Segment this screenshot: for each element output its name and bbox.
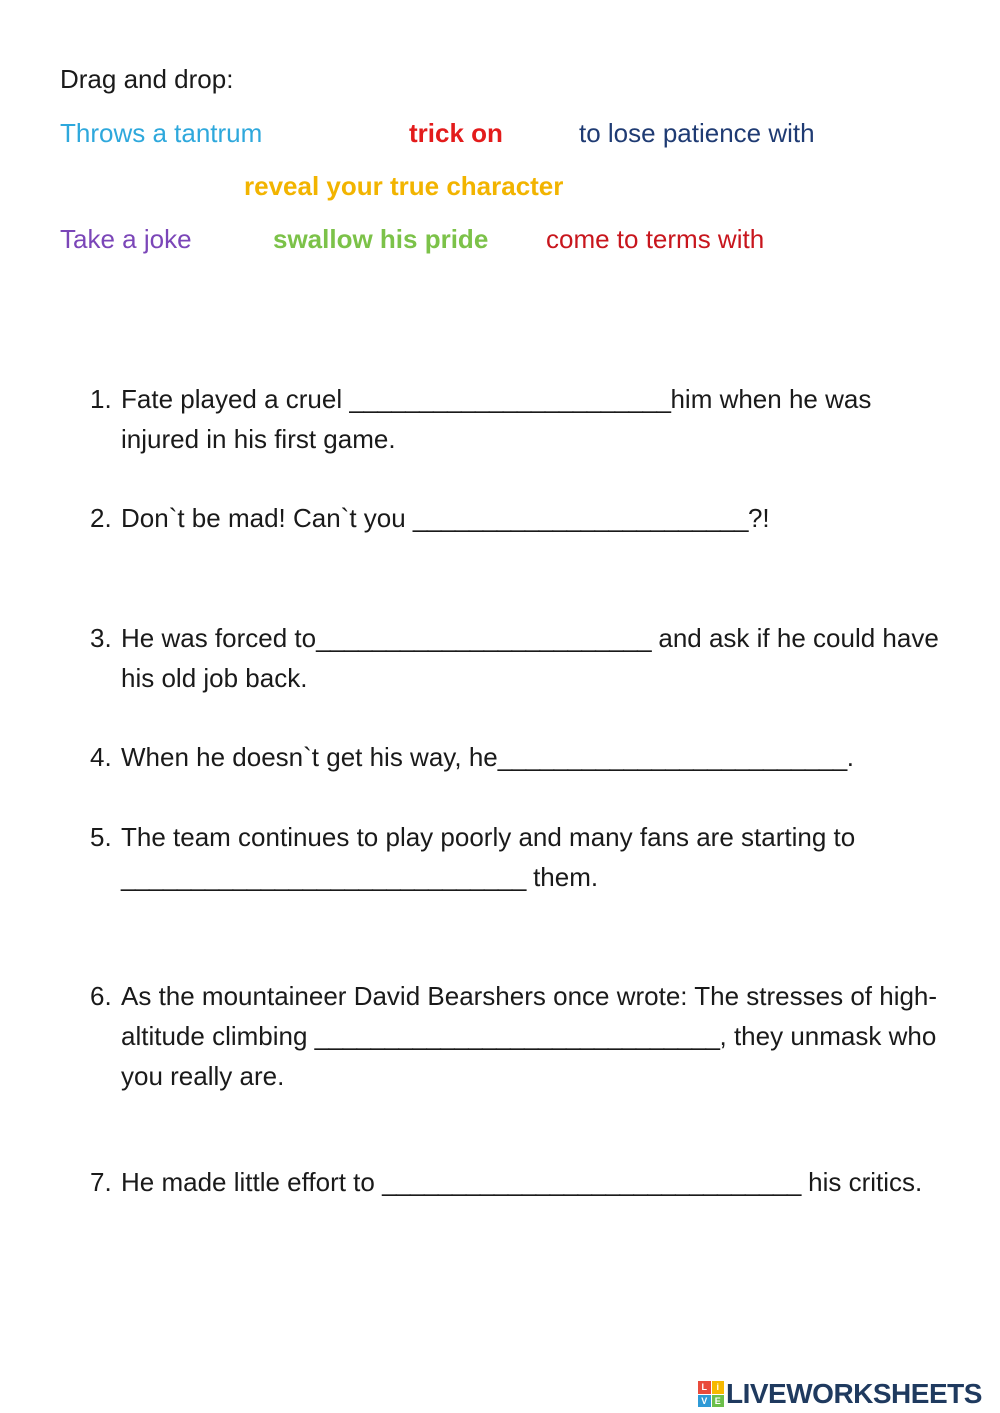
question-4 bbox=[90, 737, 950, 777]
answer-blank-4[interactable]: _________________________ bbox=[497, 742, 847, 772]
question-1 bbox=[90, 379, 950, 459]
question-text-after: him when he was injured in his first game. bbox=[121, 384, 872, 454]
answer-blank-6[interactable]: _____________________________ bbox=[314, 1021, 720, 1051]
question-6 bbox=[90, 976, 950, 1096]
question-text-before: Fate played a cruel bbox=[121, 384, 350, 414]
question-text bbox=[121, 817, 950, 897]
question-text-after: . bbox=[846, 742, 854, 772]
answer-blank-3[interactable]: ________________________ bbox=[316, 623, 652, 653]
question-text-after: and ask if he could have his old job back. bbox=[121, 623, 939, 693]
question-number: 1. bbox=[90, 384, 112, 414]
liveworksheets-logo bbox=[698, 1378, 982, 1410]
word-chip-reveal-your-true-character[interactable]: reveal your true character bbox=[244, 171, 564, 201]
question-text-before: Don`t be mad! Can`t you bbox=[121, 503, 413, 533]
word-chip-swallow-his-pride[interactable]: swallow his pride bbox=[273, 224, 489, 254]
word-chip-trick-on[interactable]: trick on bbox=[409, 118, 503, 148]
question-text-before: When he doesn`t get his way, he bbox=[121, 742, 498, 772]
question-text bbox=[121, 976, 950, 1096]
question-text-before: The team continues to play poorly and many fans are starting to bbox=[121, 822, 856, 852]
word-chip-take-a-joke[interactable]: Take a joke bbox=[60, 224, 192, 254]
logo-tile-v: V bbox=[698, 1395, 711, 1408]
question-text-after: them. bbox=[525, 862, 599, 892]
logo-tile-e: E bbox=[712, 1395, 725, 1408]
question-3 bbox=[90, 618, 950, 698]
question-2 bbox=[90, 498, 950, 538]
question-number: 2. bbox=[90, 503, 112, 533]
logo-mark-icon bbox=[698, 1381, 724, 1407]
question-7 bbox=[90, 1162, 950, 1202]
question-text bbox=[121, 379, 950, 459]
answer-blank-5[interactable]: _____________________________ bbox=[121, 862, 526, 892]
answer-blank-1[interactable]: _______________________ bbox=[349, 384, 671, 414]
question-text-before: He was forced to bbox=[121, 623, 317, 653]
question-number: 5. bbox=[90, 822, 112, 852]
logo-text: LIVEWORKSHEETS bbox=[726, 1378, 982, 1409]
word-chip-throws-a-tantrum[interactable]: Throws a tantrum bbox=[60, 118, 263, 148]
answer-blank-2[interactable]: ________________________ bbox=[412, 503, 748, 533]
question-text-after: his critics. bbox=[800, 1167, 923, 1197]
question-text-after: ?! bbox=[747, 503, 770, 533]
logo-tile-i: i bbox=[712, 1381, 725, 1394]
question-text bbox=[121, 498, 950, 538]
question-text-after: , they unmask who you really are. bbox=[121, 1021, 937, 1091]
question-number: 6. bbox=[90, 981, 112, 1011]
question-text-before: As the mountaineer David Bearshers once wrote: The stresses of high-altitude climbing bbox=[121, 981, 938, 1051]
question-number: 4. bbox=[90, 742, 112, 772]
logo-tile-l: L bbox=[698, 1381, 711, 1394]
question-5 bbox=[90, 817, 950, 897]
question-text bbox=[121, 1162, 950, 1202]
question-number: 7. bbox=[90, 1167, 112, 1197]
question-text bbox=[121, 618, 950, 698]
word-chip-come-to-terms-with[interactable]: come to terms with bbox=[546, 224, 765, 254]
answer-blank-7[interactable]: ______________________________ bbox=[382, 1167, 801, 1197]
word-chip-to-lose-patience-with[interactable]: to lose patience with bbox=[579, 118, 815, 148]
question-text bbox=[121, 737, 950, 777]
question-number: 3. bbox=[90, 623, 112, 653]
question-text-before: He made little effort to bbox=[121, 1167, 383, 1197]
instruction-heading: Drag and drop: bbox=[60, 64, 234, 94]
